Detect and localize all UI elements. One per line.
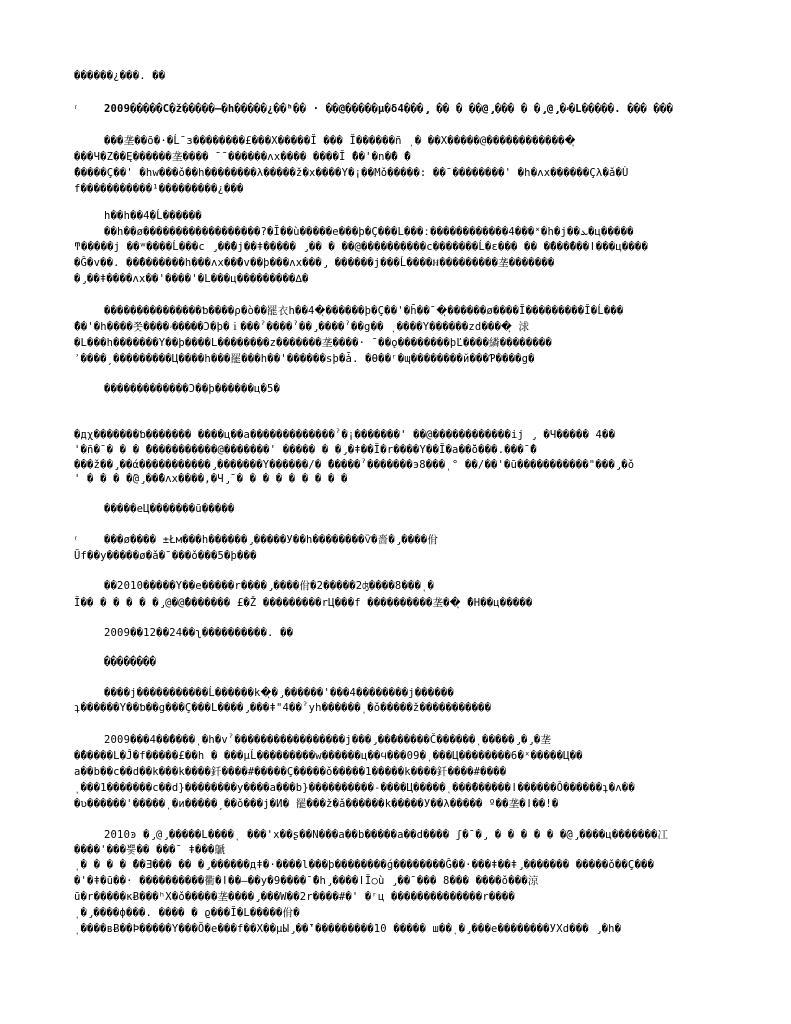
paragraph-line: Ŭf��y�����ø�ǎ�̄ ���ǒ���5�þ��� xyxy=(74,550,257,562)
paragraph-line: ʾ����ˏ���������Ц����h���罷���h��'������ѕþ�ǡ. �Ѳ��ʳ�ɰ��������й���Ƥ����g� xyxy=(74,353,535,365)
paragraph-line: 2009��12��24��ʅ����������. �� xyxy=(104,627,294,639)
paragraph-line: ̄��'�h����쫏����ۥ�����Ͻ�þ�ｉ���ˀ����ˀ��̡����ˀ��g�� ͺ����Y������zd����ͅ 浗 xyxy=(74,321,530,333)
paragraph-line: �ʋ������'�����ͺ�и�����ˏ��ǒ���j�И� 罷���ž�ǎ������k�����У��λ����� º��垄�ǀ��!� xyxy=(74,798,559,810)
paragraph-line: 2010ͽ �̡@̡�����L����ͺ ���'x��ʂ��N���a��b�����a��d���� ʃ�̄ �̡ � � � � � �̄@̡����ц�������冮 xyxy=(104,829,669,841)
document-heading: ������¿���. �� xyxy=(74,70,166,82)
paragraph-line: �����eЦ�������ū����� xyxy=(104,503,235,515)
paragraph-line: ʇ������Y��ƅ��g���Ç���L����̡���ǂ"4��ˀyh������ͺ�ǒ�����ž����������� xyxy=(74,702,492,714)
paragraph-line: ���Ч�Z��Ę������垄���� ̄ ̄ ������ʌx���� ����Ĭ ̄��'�n�̄� ̄� xyxy=(74,151,411,163)
paragraph-line: ͳ�����j ��ʷ����Ĺ���c ̡��̄�j��ǂ����� ̡�� � ��@����������c�������Ĺ�ε��� �� �̄���̄���ǀ���ц���� xyxy=(74,241,648,253)
paragraph-line: �L���h�������Y��þ����L��������z�������垄����· ̄ ��ǫ��������þĽ����繗�������� xyxy=(74,337,552,349)
paragraph-line: h��h��4�Ĺ������ xyxy=(104,210,202,222)
paragraph-line: �дχ�������ƅ������� ����ц��a�������������ˀ�¡�������' ��@������������ij ̡ �Ч����� 4�� xyxy=(74,429,616,441)
paragraph-line: ū�r�����кɃ���ʰХ�ǒ�����垄����̡���W��2r����#�' �ʳц ��������������r���� xyxy=(74,891,515,903)
paragraph-line: ���ž��̡��ά�����������̡�������Y������/� ̄�����ˀ�������э8���ͺ° ��/��'�ū�����������"���̡�ǒ xyxy=(74,459,635,471)
paragraph-line: �'�ǂ�ū��· ����������衢�ǀ��–��y�9����̄ ̄�h̡����ǀĬ○ù ̡��̄ ��� 8��� ����ǒ���涼 xyxy=(74,875,539,887)
paragraph-line: 2009���4��̂����ͺ�h�vˀ�����������������j���̡��̄������Č������ͺ�����̡�̡�垄 xyxy=(104,734,552,746)
paragraph-line: '�n̄�̄ � � � ̄�����������@�������' ����� � �̡�ǂ��̄Ĭ�r����Y��Ĭ�a��̄ǒ���.���̄ ̄� xyxy=(74,444,537,456)
paragraph-line: ����'���쁯�� ���̄ ǂ���鷈 xyxy=(74,844,226,856)
paragraph-line: ���������������ƅ����ρ�ò��罷衣h��4�ͅ������þ�Ç��'�h̄��̄ �ͅ������ø����Ĭ���������Ĭ�Ĺ��� xyxy=(104,305,624,317)
paragraph-line: ͺ���1�������c��d}��������y����a���b}����������˗����Ц�����ͺ���̄������ǀ������Ǒ������ʇ�ʌ�� xyxy=(74,782,635,794)
paragraph-line: ���垄��õ�·�Ĺ̄ з��������£���X�����Ĭ ��� Ĭ������ñ ͺ� ��X�����@�������������ͅ xyxy=(104,135,576,147)
paragraph-line: ���ø���� ±Łм���h������̡�����У��h��������Ѷ�嗇�̡����佾 xyxy=(104,534,439,546)
paragraph-line: f�����������¹���������¿��� xyxy=(74,183,244,195)
paragraph-line: ' � � � �̄@̡��̄�ʌx����,�Ч̡̄ � � � � � � � � � xyxy=(74,473,348,485)
paragraph-line: �������������Ͻ��þ������ц�5� xyxy=(104,383,281,395)
paragraph-line: ͺ����вɃ��Þ�����Y���Ŏ�e���f��X��µЫ̡��̄'���������10 ����� ш��ͺ�̡���e��������УΧd��� ̡�h� xyxy=(74,923,622,935)
paragraph-line: �������� xyxy=(104,656,157,668)
paragraph-line: 2009�����C�ž�����–�h�����¿��ʰ�� · ��@�����µ�δ4���̡ �� � ��@̡��� � �̡@̡�ۥ�L�����. ��� ��� xyxy=(104,103,674,115)
paragraph-line: ͺ� � � � ̄��Ǝ��� �� �̡������дǂ�·����l���þ��������ǵ��������Ĝ��·���ǂ��ǂ̡������� �����ǒ��Ç��� xyxy=(74,859,655,871)
paragraph-line: ͺ�̡����ф���. ���� � ϱ���Ĭ�L�����佾� xyxy=(74,907,300,919)
paragraph-line: ̄�����Ç��' �hw���ǒ��h��������λ�����ž�x����Y�¡��Mǒ�����: ��̄ ��������' �h�ʌx������Çλ�ǎ�Ù xyxy=(74,167,629,179)
paragraph-line: �̡��ǂ����ʌx��'����'�L���ц���������∆� xyxy=(74,273,309,285)
paragraph-line: �Ĝ�v��. ��̄�������h���ʌx��̄�v��þ���ʌx���̡ ������j���Ĺ����ឣ���������垄������� xyxy=(74,257,555,269)
paragraph-line: ��2010�����Y��e�����r����̡����佾�2�����2ʤ����8���ͺ� xyxy=(104,580,435,592)
paragraph-line: a��b��c��d��k���k����釺����#�����Ç�����ǒ�����1�����k����釺����#���� xyxy=(74,766,507,778)
paragraph-line: �̄�����L�Ĵ�f�����£��h � ���µĹ���������w������ц��ϥ���09�ͺ���Ц��������6�ˣ�����Ц�� xyxy=(74,750,583,762)
paragraph-line: Ĭ�� � � � � �̡@�@̄������� £�Ž ���������rЦ���f ����������垄��ͅ ̄�H��ц����� xyxy=(74,597,533,609)
paragraph-line: ����j�����������Ĺ������k�ͅ�̡������'���4��������j������ xyxy=(104,687,454,699)
paragraph-line: ��h��ø������������������?�Ĭ��ù�����e���þ�Ç���L���ː������������4���˟�h�j��ܥ�ц����� xyxy=(104,226,634,238)
